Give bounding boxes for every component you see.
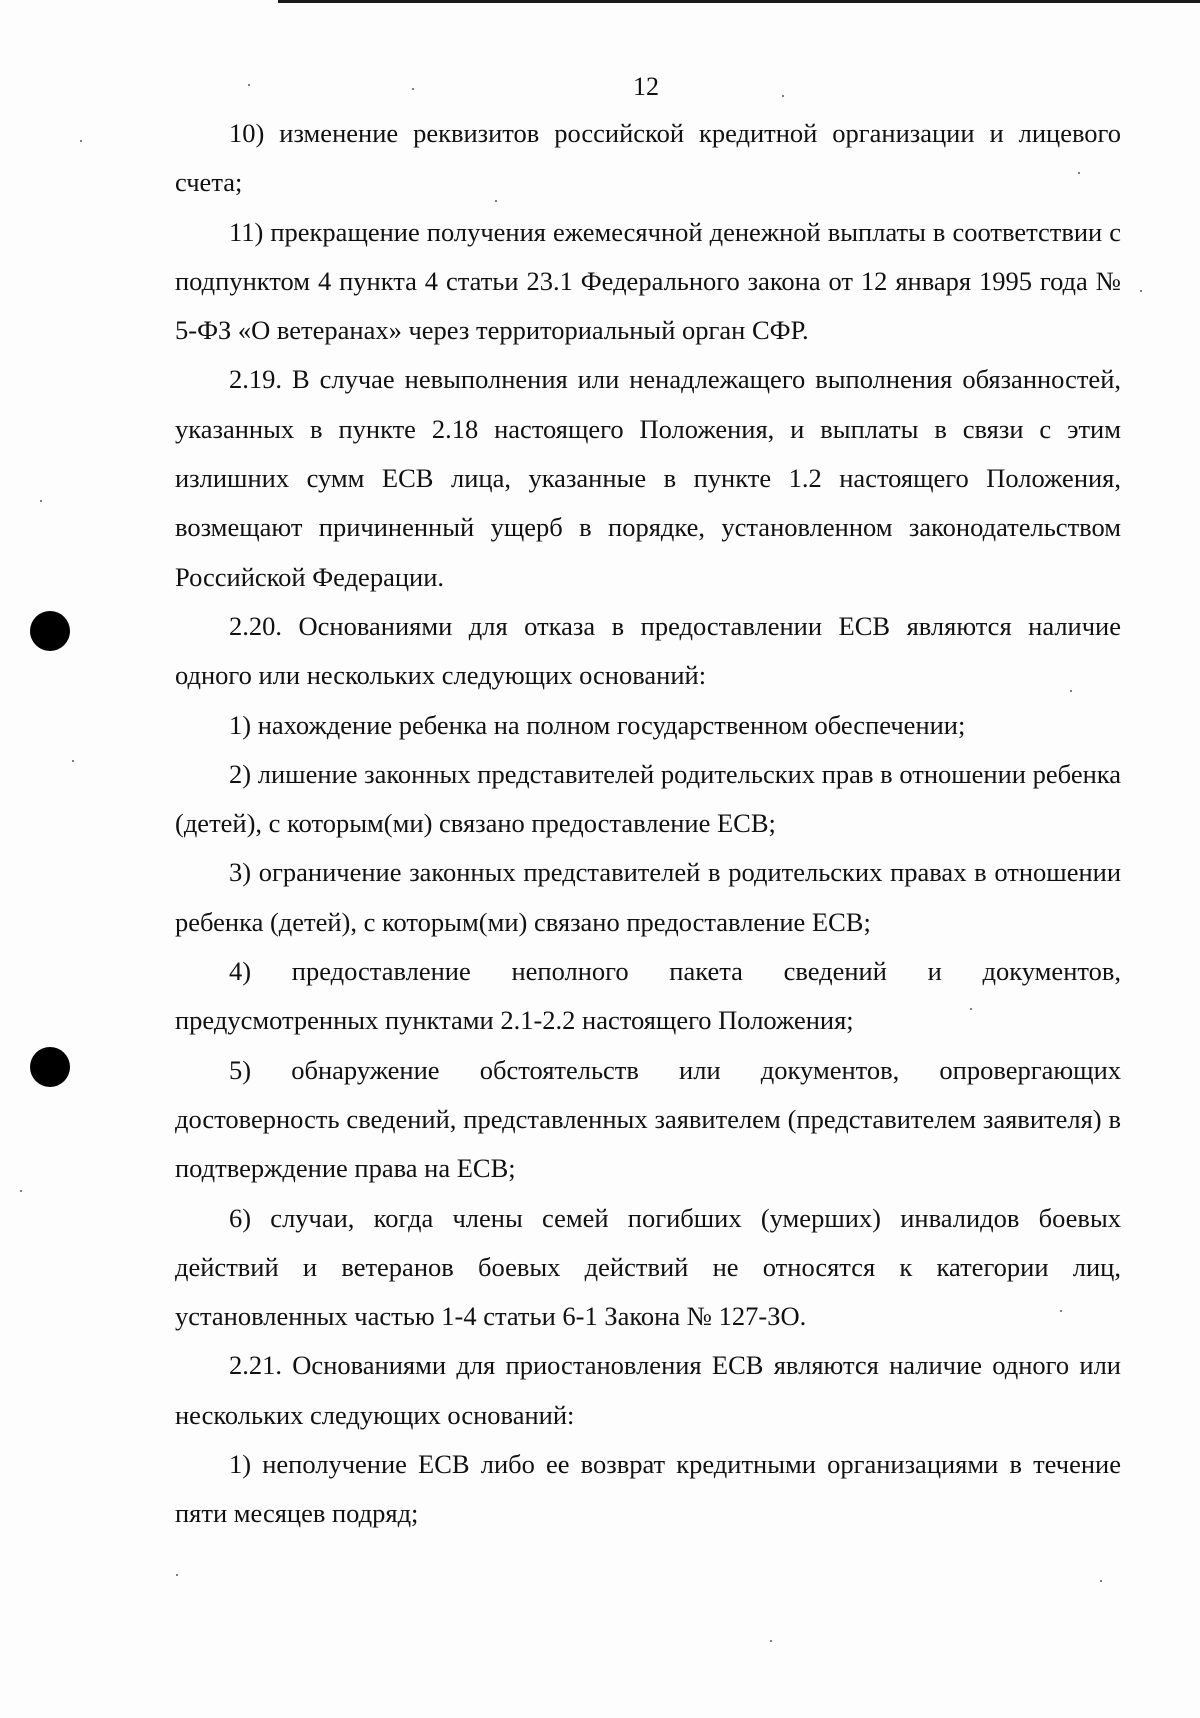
document-body — [175, 109, 1121, 1539]
scan-speck — [770, 1640, 772, 1642]
suspension-ground-1: 1) неполучение ЕСВ либо ее возврат кредитными организациями в течение пяти месяцев подряд; — [175, 1449, 1121, 1529]
refusal-ground-1: 1) нахождение ребенка на полном государственном обеспечении; — [229, 709, 966, 740]
scan-speck — [176, 1574, 178, 1576]
section-2-21: 2.21. Основаниями для приостановления ЕСВ являются наличие одного или нескольких следующих оснований: — [175, 1350, 1121, 1430]
scan-speck — [1100, 1580, 1102, 1582]
refusal-ground-5: 5) обнаружение обстоятельств или документов, опровергающих достоверность сведений, представленных заявителем (представителем заявителя) в подтверждение права на ЕСВ; — [175, 1054, 1121, 1184]
refusal-ground-4: 4) предоставление неполного пакета сведений и документов, предусмотренных пунктами 2.1-2.2 настоящего Положения; — [175, 956, 1121, 1036]
scan-speck — [40, 500, 42, 502]
page-number: 12 — [633, 72, 659, 101]
scan-speck — [20, 1190, 22, 1192]
scan-speck — [782, 95, 784, 97]
section-2-19: 2.19. В случае невыполнения или ненадлежащего выполнения обязанностей, указанных в пункте 2.18 настоящего Положения, и выплаты в связи с этим излишних сумм ЕСВ лица, указанные в пункте 1.2 настоящего Положения, возмещают причиненный ущерб в порядке, установленном законодательством Российской Федерации. — [175, 364, 1121, 592]
scan-speck — [412, 88, 414, 90]
scan-speck — [80, 140, 82, 142]
list-item-11: 11) прекращение получения ежемесячной денежной выплаты в соответствии с подпунктом 4 пункта 4 статьи 23.1 Федерального закона от 12 января 1995 года № 5-ФЗ «О ветеранах» через территориальный орган СФР. — [175, 216, 1121, 346]
punch-hole-mark — [30, 611, 70, 651]
scan-speck — [248, 84, 250, 86]
scan-speck — [1140, 290, 1142, 292]
refusal-ground-2: 2) лишение законных представителей родительских прав в отношении ребенка (детей), с которым(ми) связано предоставление ЕСВ; — [175, 758, 1121, 839]
refusal-ground-6: 6) случаи, когда члены семей погибших (умерших) инвалидов боевых действий и ветеранов боевых действий не относятся к категории лиц, установленных частью 1-4 статьи 6-1 Закона № 127-ЗО. — [175, 1202, 1121, 1332]
top-rule — [278, 0, 1200, 3]
list-item-10: 10) изменение реквизитов российской кредитной организации и лицевого счета; — [175, 118, 1121, 198]
refusal-ground-3: 3) ограничение законных представителей в родительских правах в отношении ребенка (детей), с которым(ми) связано предоставление ЕСВ; — [175, 857, 1121, 937]
section-2-20: 2.20. Основаниями для отказа в предоставлении ЕСВ являются наличие одного или нескольких следующих оснований: — [175, 610, 1121, 691]
punch-hole-mark — [30, 1047, 70, 1087]
scan-speck — [72, 760, 74, 762]
